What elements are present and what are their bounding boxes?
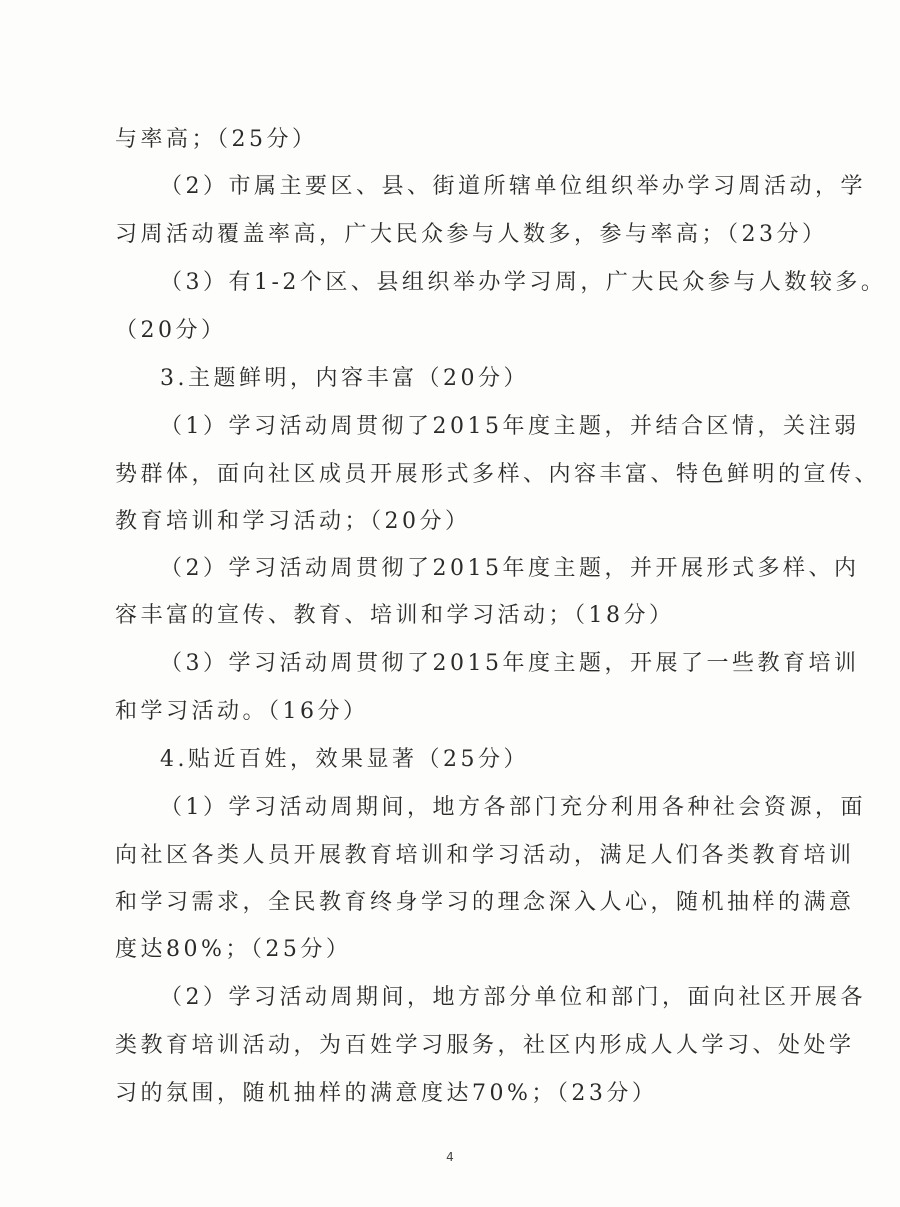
text-line: （2）学习活动周贯彻了2015年度主题，并开展形式多样、内 (160, 556, 860, 581)
text-line: 习的氛围，随机抽样的满意度达70%；（23分） (115, 1081, 658, 1106)
text-line: 教育培训和学习活动；（20分） (115, 509, 471, 534)
text-line: （1）学习活动周期间，地方各部门充分利用各种社会资源，面 (160, 795, 866, 820)
text-line: （3）学习活动周贯彻了2015年度主题，开展了一些教育培训 (160, 651, 860, 676)
text-line: 类教育培训活动，为百姓学习服务，社区内形成人人学习、处处学 (115, 1033, 855, 1058)
text-line: 容丰富的宣传、教育、培训和学习活动；（18分） (115, 603, 675, 628)
text-line: 势群体，面向社区成员开展形式多样、内容丰富、特色鲜明的宣传、 (115, 462, 881, 487)
text-line: 与率高；（25分） (115, 127, 318, 152)
text-line: 和学习需求，全民教育终身学习的理念深入人心，随机抽样的满意 (115, 890, 855, 915)
text-line: 向社区各类人员开展教育培训和学习活动，满足人们各类教育培训 (115, 843, 855, 868)
section-heading: 3.主题鲜明，内容丰富（20分） (160, 366, 529, 391)
text-line: （1）学习活动周贯彻了2015年度主题，并结合区情，关注弱 (160, 414, 860, 439)
text-line: 和学习活动。（16分） (115, 699, 369, 724)
text-line: （3）有1-2个区、县组织举办学习周，广大民众参与人数较多。 (160, 270, 887, 295)
text-line: （2）市属主要区、县、街道所辖单位组织举办学习周活动，学 (160, 174, 866, 199)
section-heading: 4.贴近百姓，效果显著（25分） (160, 747, 529, 772)
text-line: 习周活动覆盖率高，广大民众参与人数多，参与率高；（23分） (115, 222, 828, 247)
text-line: （2）学习活动周期间，地方部分单位和部门，面向社区开展各 (160, 985, 866, 1010)
text-line: （20分） (115, 318, 227, 343)
text-line: 度达80%；（25分） (115, 937, 352, 962)
page-number: 4 (446, 1150, 454, 1164)
